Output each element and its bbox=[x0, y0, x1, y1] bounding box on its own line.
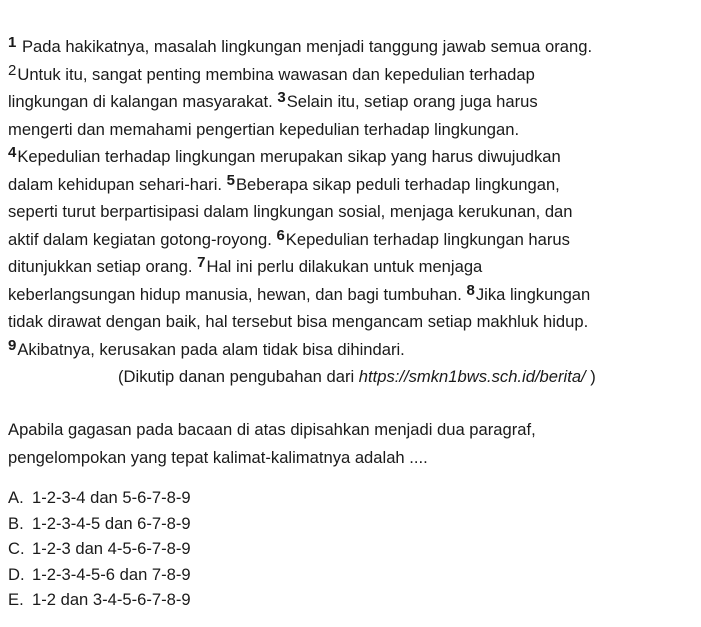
sentence-text: mengerti dan memahami pengertian kepedulian terhadap lingkungan. bbox=[8, 119, 520, 139]
option-c[interactable] bbox=[8, 536, 191, 562]
sentence-text: Untuk itu, sangat penting membina wawasan dan kepedulian terhadap bbox=[17, 64, 535, 84]
sentence-text: Hal ini perlu dilakukan untuk menjaga bbox=[206, 257, 483, 276]
sentence-number-1: 1 bbox=[8, 34, 17, 51]
sentence-number-7: 7 bbox=[197, 254, 206, 271]
passage-line-6 bbox=[8, 171, 698, 199]
sentence-text: Kepedulian terhadap lingkungan merupakan sikap yang harus diwujudkan bbox=[17, 147, 561, 166]
sentence-text: lingkungan di kalangan masyarakat. bbox=[8, 92, 278, 111]
passage-line-3 bbox=[8, 88, 698, 116]
sentence-text: Jika lingkungan bbox=[475, 284, 591, 304]
sentence-number-9: 9 bbox=[8, 336, 17, 354]
source-suffix: ) bbox=[585, 367, 596, 386]
passage-line-8 bbox=[8, 226, 698, 254]
option-letter: C. bbox=[8, 539, 25, 558]
option-b[interactable] bbox=[8, 511, 191, 537]
sentence-number-4: 4 bbox=[8, 144, 17, 161]
source-prefix: (Dikutip danan pengubahan dari bbox=[118, 367, 359, 386]
option-text: 1-2-3 dan 4-5-6-7-8-9 bbox=[32, 539, 191, 558]
passage-line-4 bbox=[8, 116, 698, 144]
passage-line-10 bbox=[8, 281, 698, 309]
option-text: 1-2-3-4-5 dan 6-7-8-9 bbox=[32, 513, 191, 533]
sentence-number-3: 3 bbox=[277, 89, 286, 106]
sentence-text: Akibatnya, kerusakan pada alam tidak bisa dihindari. bbox=[17, 339, 405, 359]
option-a[interactable] bbox=[8, 485, 191, 511]
option-letter: D. bbox=[8, 564, 25, 584]
option-letter: A. bbox=[8, 488, 24, 507]
option-text: 1-2-3-4-5-6 dan 7-8-9 bbox=[32, 564, 191, 584]
sentence-text: keberlangsungan hidup manusia, hewan, dan bagi tumbuhan. bbox=[8, 284, 467, 304]
option-letter: E. bbox=[8, 590, 24, 609]
sentence-text: tidak dirawat dengan baik, hal tersebut bisa mengancam setiap makhluk hidup. bbox=[8, 312, 589, 331]
sentence-text: Kepedulian terhadap lingkungan harus bbox=[285, 229, 570, 249]
passage-line-9 bbox=[8, 253, 698, 281]
passage-line-11 bbox=[8, 308, 698, 336]
question-line-2: pengelompokan yang tepat kalimat-kalimatnya adalah .... bbox=[8, 447, 428, 467]
sentence-text: aktif dalam kegiatan gotong-royong. bbox=[8, 229, 277, 249]
sentence-text: ditunjukkan setiap orang. bbox=[8, 257, 198, 276]
sentence-number-6: 6 bbox=[276, 226, 285, 244]
option-text: 1-2 dan 3-4-5-6-7-8-9 bbox=[32, 590, 191, 609]
sentence-number-5: 5 bbox=[226, 171, 235, 189]
question-prompt bbox=[8, 416, 698, 471]
sentence-number-2: 2 bbox=[8, 61, 17, 79]
answer-options bbox=[8, 485, 191, 613]
passage-line-5 bbox=[8, 143, 698, 171]
passage-line-12 bbox=[8, 336, 698, 364]
option-letter: B. bbox=[8, 513, 24, 533]
passage-line-2 bbox=[8, 61, 698, 89]
source-citation bbox=[8, 363, 698, 391]
sentence-number-8: 8 bbox=[466, 281, 475, 299]
sentence-text: Selain itu, setiap orang juga harus bbox=[286, 92, 538, 111]
sentence-text: seperti turut berpartisipasi dalam lingkungan sosial, menjaga kerukunan, dan bbox=[8, 202, 573, 221]
question-line-1: Apabila gagasan pada bacaan di atas dipisahkan menjadi dua paragraf, bbox=[8, 420, 536, 439]
passage-line-1 bbox=[8, 33, 698, 61]
passage-line-7 bbox=[8, 198, 698, 226]
option-e[interactable] bbox=[8, 587, 191, 613]
option-d[interactable] bbox=[8, 562, 191, 588]
option-text: 1-2-3-4 dan 5-6-7-8-9 bbox=[32, 488, 191, 507]
reading-passage bbox=[8, 33, 698, 391]
sentence-text: dalam kehidupan sehari-hari. bbox=[8, 174, 227, 194]
source-url: https://smkn1bws.sch.id/berita/ bbox=[358, 367, 586, 386]
sentence-text: Beberapa sikap peduli terhadap lingkungan, bbox=[235, 174, 560, 194]
sentence-text: Pada hakikatnya, masalah lingkungan menjadi tanggung jawab semua orang. bbox=[21, 37, 593, 56]
